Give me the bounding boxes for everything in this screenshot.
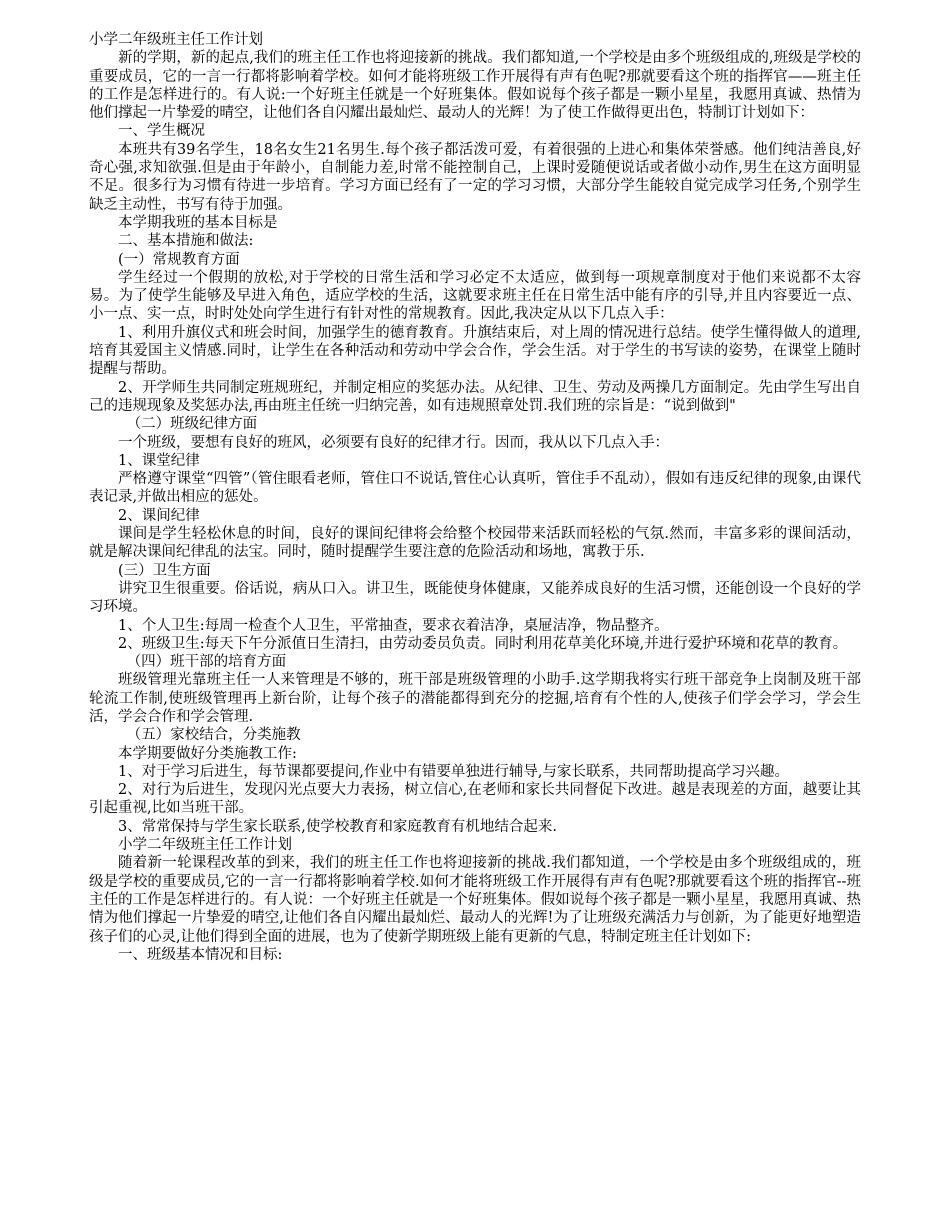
list-heading: 1、课堂纪律: [118, 452, 200, 469]
subsection-heading: (一）常规教育方面: [118, 251, 240, 268]
body-paragraph: 2、对行为后进生，发现闪光点要大力表扬，树立信心,在老师和家长共同督促下改进。越是表现差的方面，越要让其引起重视,比如当班干部。: [89, 782, 861, 817]
body-paragraph: 1、对于学习后进生，每节课都要提问,作业中有错要单独进行辅导,与家长联系，共同帮助提高学习兴趣。: [118, 763, 789, 780]
body-paragraph: 一个班级，要想有良好的班风，必须要有良好的纪律才行。因而，我从以下几点入手：: [118, 434, 669, 451]
body-paragraph: 本学期要做好分类施教工作:: [118, 745, 297, 762]
intro-paragraph: 新的学期，新的起点,我们的班主任工作也将迎接新的挑战。我们都知道,一个学校是由多个班级组成的,班级是学校的重要成员，它的一言一行都将影响着学校。如何才能将班级工作开展得有声有色呢?那就要看这个班的指挥官——班主任的工作是怎样进行的。有人说:一个好班主任就是一个好班集体。假如说每个孩子都是一颗小星星，我愿用真诚、热情为他们撑起一片挚爱的晴空，让他们各自闪耀出最灿烂、最动人的光辉！为了使工作做得更出色，特制订计划如下：: [89, 50, 861, 122]
subsection-heading: (三）卫生方面: [118, 562, 211, 579]
body-paragraph: 2、开学师生共同制定班规班纪，并制定相应的奖惩办法。从纪律、卫生、劳动及两操几方面制定。先由学生写出自己的违规现象及奖惩办法,再由班主任统一归纳完善，如有违规照章处罚.我们班的宗旨是：“说到做到": [89, 379, 861, 414]
body-paragraph: 随着新一轮课程改革的到来，我们的班主任工作也将迎接新的挑战.我们都知道，一个学校是由多个班级组成的，班级是学校的重要成员,它的一言一行都将影响着学校.如何才能将班级工作开展得有声有色呢?那就要看这个班的指挥官--班主任的工作是怎样进行的。有人说：一个好班主任就是一个好班集体。假如说每个孩子都是一颗小星星，我愿用真诚、热情为他们撑起一片挚爱的晴空,让他们各自闪耀出最灿烂、最动人的光辉!为了让班级充满活力与创新，为了能更好地塑造孩子们的心灵,让他们得到全面的进展，也为了使新学期班级上能有更新的气息，特制定班主任计划如下:: [89, 855, 861, 945]
body-paragraph: 3、常常保持与学生家长联系,使学校教育和家庭教育有机地结合起来.: [118, 818, 557, 835]
section-heading: 一、班级基本情况和目标:: [118, 946, 283, 963]
body-paragraph: 学生经过一个假期的放松,对于学校的日常生活和学习必定不太适应，做到每一项规章制度对于他们来说都不太容易。为了使学生能够及早进入角色，适应学校的生活，这就要求班主任在日常生活中能有序的引导,并且内容要近一点、小一点、实一点，时时处处向学生进行有针对性的常规教育。因此,我决定从以下几点入手：: [89, 269, 861, 323]
section-heading: 一、学生概况: [118, 123, 205, 140]
document-page: [89, 31, 861, 964]
subsection-heading: （五）家校结合，分类施教: [126, 727, 301, 744]
document-title-repeat: 小学二年级班主任工作计划: [118, 837, 292, 854]
body-paragraph: 讲究卫生很重要。俗话说，病从口入。讲卫生，既能使身体健康，又能养成良好的生活习惯，还能创设一个良好的学习环境。: [89, 580, 861, 616]
body-paragraph: 1、个人卫生:每周一检查个人卫生，平常抽查，要求衣着洁净，桌屉洁净，物品整齐。: [118, 617, 669, 634]
body-paragraph: 严格遵守课堂“四管”（管住眼看老师，管住口不说话,管住心认真听，管住手不乱动），假如有违反纪律的现象,由课代表记录,并做出相应的惩处。: [89, 471, 861, 506]
body-paragraph: 2、班级卫生:每天下午分派值日生清扫，由劳动委员负责。同时利用花草美化环境,并进行爱护环境和花草的教育。: [118, 635, 848, 652]
body-paragraph: 本学期我班的基本目标是: [118, 214, 278, 231]
subsection-heading: （二）班级纪律方面: [126, 416, 258, 433]
document-title: 小学二年级班主任工作计划: [89, 32, 263, 48]
body-paragraph: 课间是学生轻松休息的时间，良好的课间纪律将会给整个校园带来活跃而轻松的气氛.然而，丰富多彩的课间活动，就是解决课间纪律乱的法宝。同时，随时提醒学生要注意的危险活动和场地，寓教于乐.: [89, 526, 861, 561]
body-paragraph: 班级管理光靠班主任一人来管理是不够的，班干部是班级管理的小助手.这学期我将实行班干部竞争上岗制及班干部轮流工作制,使班级管理再上新台阶，让每个孩子的潜能都得到充分的挖掘,培育有个性的人,使孩子们学会学习，学会生活，学会合作和学会管理.: [89, 672, 861, 725]
list-heading: 2、课间纪律: [118, 507, 200, 524]
section-heading: 二、基本措施和做法:: [118, 233, 254, 250]
body-paragraph: 本班共有39名学生，18名女生21名男生.每个孩子都活泼可爱，有着很强的上进心和集体荣誉感。他们纯洁善良,好奇心强,求知欲强.但是由于年龄小，自制能力差,时常不能控制自己，上课时爱随便说话或者做小动作,男生在这方面明显不足。很多行为习惯有待进一步培育。学习方面已经有了一定的学习习惯，大部分学生能较自觉完成学习任务,个别学生缺乏主动性，书写有待于加强。: [89, 141, 861, 213]
subsection-heading: （四）班干部的培育方面: [126, 654, 287, 671]
body-paragraph: 1、利用升旗仪式和班会时间，加强学生的德育教育。升旗结束后，对上周的情况进行总结。使学生懂得做人的道理,培育其爱国主义情感.同时，让学生在各种活动和劳动中学会合作，学会生活。对于学生的书写读的姿势，在课堂上随时提醒与帮助。: [89, 324, 861, 378]
